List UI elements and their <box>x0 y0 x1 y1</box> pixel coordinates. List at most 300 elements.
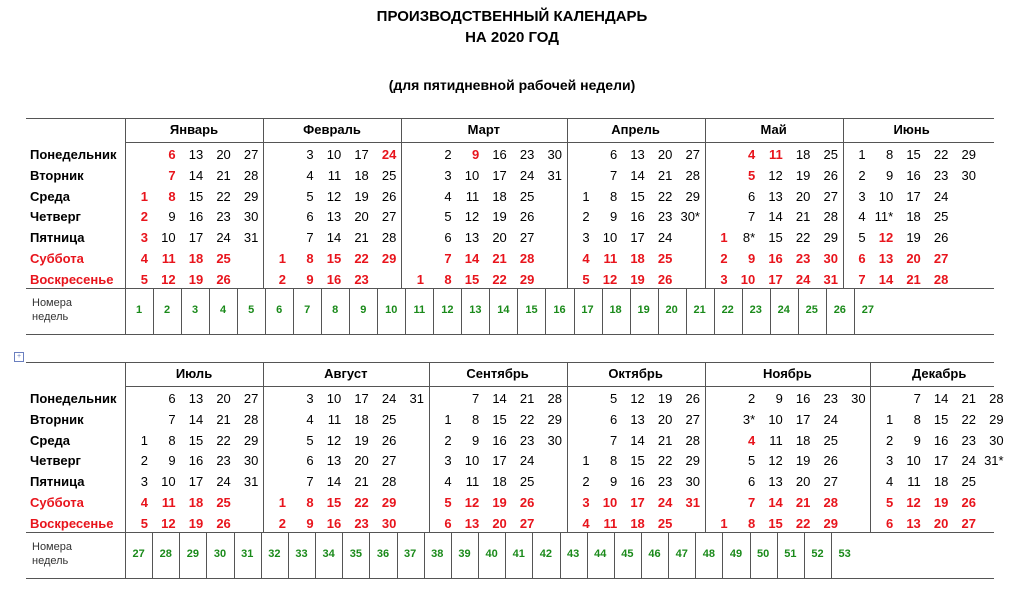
day-cell: 23 <box>519 432 535 448</box>
week-numbers-label: недель <box>32 555 69 567</box>
day-cell: 18 <box>906 209 921 225</box>
day-cell: 7 <box>168 411 176 427</box>
day-cell: 6 <box>168 391 176 406</box>
day-cell: 28 <box>519 251 535 266</box>
week-number: 31 <box>241 548 254 560</box>
month-divider <box>401 118 402 288</box>
day-cell: 23 <box>354 515 369 531</box>
day-cell: 29 <box>381 251 397 266</box>
top-border <box>26 118 994 119</box>
day-cell: 7 <box>747 495 756 510</box>
day-cell: 21 <box>795 209 811 225</box>
weekday-label: Среда <box>30 188 71 204</box>
day-cell: 14 <box>188 411 204 427</box>
day-cell: 17 <box>188 474 204 490</box>
day-cell: 28 <box>547 391 562 406</box>
day-cell: 2 <box>747 391 756 406</box>
day-cell: 5 <box>140 271 148 287</box>
day-cell: 13 <box>878 251 894 266</box>
day-cell: 21 <box>354 474 369 490</box>
day-cell: 24 <box>795 271 811 287</box>
day-cell: 31 <box>547 167 562 183</box>
day-cell: 7 <box>471 391 480 406</box>
day-cell: 27 <box>381 453 397 469</box>
week-number: 51 <box>784 548 797 560</box>
week-number: 47 <box>675 548 688 560</box>
day-cell: 12 <box>768 167 783 183</box>
day-cell: 11 <box>603 515 618 531</box>
week-number: 3 <box>192 304 199 316</box>
day-cell: 10 <box>768 411 783 427</box>
day-cell: 20 <box>216 391 231 406</box>
day-cell: 18 <box>492 188 507 204</box>
day-cell: 7 <box>858 271 866 287</box>
calendar-first-half <box>26 118 994 338</box>
day-cell: 21 <box>961 391 976 406</box>
month-name: Октябрь <box>608 366 663 381</box>
day-cell: 1 <box>444 411 452 427</box>
day-cell: 4 <box>885 474 894 490</box>
day-cell: 2 <box>858 167 866 183</box>
day-cell: 29 <box>547 411 562 427</box>
day-cell: 11 <box>465 188 480 204</box>
day-cell: 22 <box>216 188 231 204</box>
title-line-2: НА 2020 ГОД <box>465 29 559 46</box>
week-number: 43 <box>566 548 580 560</box>
day-cell: 22 <box>961 411 976 427</box>
day-cell: 23 <box>823 391 838 406</box>
day-cell: 8 <box>168 188 176 204</box>
week-number: 44 <box>594 548 607 560</box>
day-cell: 15 <box>326 495 342 510</box>
day-cell: 3 <box>858 188 866 204</box>
day-cell: 13 <box>630 411 645 427</box>
day-cell: 31 <box>409 391 424 406</box>
day-cell: 6 <box>858 251 866 266</box>
weekday-label: Среда <box>30 432 71 448</box>
day-cell: 29 <box>243 188 259 204</box>
day-cell: 4 <box>747 432 756 448</box>
day-cell: 15 <box>326 251 342 266</box>
day-cell: 21 <box>354 230 369 246</box>
week-number: 46 <box>648 548 661 560</box>
week-number: 28 <box>159 548 172 560</box>
day-cell: 1 <box>278 251 286 266</box>
week-number: 29 <box>186 548 200 560</box>
day-cell: 1 <box>858 147 866 162</box>
day-cell: 26 <box>216 515 231 531</box>
day-cell: 1 <box>416 271 424 287</box>
week-number: 6 <box>276 304 283 316</box>
day-cell: 18 <box>630 515 645 531</box>
day-cell: 17 <box>795 411 811 427</box>
week-number: 16 <box>553 304 566 316</box>
day-cell: 23 <box>216 209 231 225</box>
day-cell: 2 <box>444 147 452 162</box>
day-cell: 4 <box>582 251 590 266</box>
day-cell: 27 <box>243 391 259 406</box>
week-number: 42 <box>539 548 553 560</box>
day-cell: 27 <box>381 209 397 225</box>
day-cell: 25 <box>823 432 838 448</box>
day-cell: 20 <box>795 474 811 490</box>
day-cell: 25 <box>381 167 397 183</box>
day-cell: 17 <box>906 188 921 204</box>
day-cell: 21 <box>216 167 231 183</box>
day-cell: 12 <box>768 453 783 469</box>
day-cell: 4 <box>140 251 148 266</box>
day-cell: 14 <box>630 432 645 448</box>
day-cell: 22 <box>354 251 369 266</box>
day-cell: 22 <box>657 453 673 469</box>
day-cell: 18 <box>630 251 645 266</box>
weekday-label: Четверг <box>30 453 81 469</box>
day-cell: 25 <box>216 251 231 266</box>
week-number: 7 <box>304 304 311 316</box>
day-cell: 1 <box>582 188 590 204</box>
weekday-label: Пятница <box>30 230 85 246</box>
day-cell: 10 <box>602 495 618 510</box>
day-cell: 25 <box>657 251 673 266</box>
day-cell: 12 <box>630 391 645 406</box>
day-cell: 10 <box>161 474 176 490</box>
table-anchor-icon: + <box>14 352 24 362</box>
month-name: Март <box>467 122 500 137</box>
day-cell: 17 <box>768 271 783 287</box>
day-cell: 13 <box>768 188 783 204</box>
day-cell: 24 <box>657 495 673 510</box>
day-cell: 7 <box>444 251 452 266</box>
day-cell: 4 <box>140 495 148 510</box>
day-cell: 8 <box>885 147 894 162</box>
day-cell: 9 <box>306 271 314 287</box>
day-cell: 22 <box>795 515 811 531</box>
day-cell: 2 <box>885 432 894 448</box>
week-number: 35 <box>349 548 362 560</box>
day-cell: 8 <box>306 251 314 266</box>
week-number: 26 <box>833 304 846 316</box>
week-number: 40 <box>485 548 498 560</box>
title-line-1: ПРОИЗВОДСТВЕННЫЙ КАЛЕНДАРЬ <box>376 8 648 25</box>
day-cell: 1 <box>885 411 894 427</box>
day-cell: 27 <box>685 147 700 162</box>
day-cell: 28 <box>243 167 259 183</box>
week-number: 18 <box>609 304 622 316</box>
day-cell: 17 <box>354 147 369 162</box>
day-cell: 27 <box>961 515 976 531</box>
day-cell: 27 <box>519 230 535 246</box>
week-number: 24 <box>777 304 790 316</box>
day-cell: 24 <box>933 188 949 204</box>
day-cell: 18 <box>795 147 811 162</box>
day-cell: 26 <box>823 453 838 469</box>
day-cell: 25 <box>381 411 397 427</box>
day-cell: 1 <box>720 515 728 531</box>
day-cell: 21 <box>657 432 673 448</box>
day-cell: 24 <box>216 230 231 246</box>
day-cell: 19 <box>630 271 645 287</box>
day-cell: 22 <box>657 188 673 204</box>
day-cell: 12 <box>464 495 480 510</box>
week-number: 34 <box>322 548 335 560</box>
day-cell: 10 <box>464 167 480 183</box>
day-cell: 17 <box>492 167 507 183</box>
day-cell: 8 <box>471 411 480 427</box>
week-number: 38 <box>431 548 444 560</box>
day-cell: 30 <box>851 391 866 406</box>
day-cell: 7 <box>913 391 921 406</box>
day-cell: 4 <box>582 515 590 531</box>
day-cell: 11 <box>161 495 176 510</box>
day-cell: 9 <box>609 474 618 490</box>
day-cell: 22 <box>795 230 811 246</box>
week-number: 23 <box>749 304 762 316</box>
day-cell: 9 <box>747 251 756 266</box>
day-cell: 13 <box>906 515 921 531</box>
week-numbers-label: Номера <box>32 297 72 309</box>
week-number: 27 <box>132 548 145 560</box>
day-cell: 29 <box>823 515 838 531</box>
week-number: 36 <box>376 548 390 560</box>
week-number: 14 <box>497 304 510 316</box>
week-numbers-label: недель <box>32 311 69 323</box>
week-number: 19 <box>637 304 650 316</box>
day-cell: 28 <box>685 432 700 448</box>
day-cell: 24 <box>823 411 838 427</box>
day-cell: 25 <box>216 495 231 510</box>
day-cell: 19 <box>188 515 204 531</box>
day-cell: 29 <box>961 147 976 162</box>
month-name: Ноябрь <box>763 366 812 381</box>
day-cell: 27 <box>933 251 949 266</box>
day-cell: 26 <box>657 271 673 287</box>
day-cell: 9 <box>168 209 176 225</box>
day-cell: 10 <box>161 230 176 246</box>
day-cell: 7 <box>609 167 618 183</box>
day-cell: 3 <box>720 271 728 287</box>
week-number: 11 <box>413 304 426 316</box>
day-cell: 22 <box>933 147 949 162</box>
day-cell: 30 <box>381 515 397 531</box>
day-cell: 28 <box>685 167 700 183</box>
day-cell: 19 <box>795 453 811 469</box>
header-border <box>125 142 994 143</box>
day-cell: 6 <box>444 515 452 531</box>
day-cell: 7 <box>306 230 314 246</box>
week-number: 4 <box>220 304 227 316</box>
day-cell: 9 <box>609 209 618 225</box>
day-cell: 30 <box>961 167 976 183</box>
day-cell: 14 <box>326 474 342 490</box>
day-cell: 3 <box>582 495 590 510</box>
day-cell: 24 <box>381 147 397 162</box>
day-cell: 9 <box>913 432 921 448</box>
day-cell: 12 <box>326 188 342 204</box>
day-cell: 21 <box>216 411 231 427</box>
day-cell: 5 <box>747 453 756 469</box>
day-cell: 5 <box>306 432 314 448</box>
week-number: 39 <box>458 548 471 560</box>
day-cell: 13 <box>630 147 645 162</box>
day-cell: 18 <box>188 495 204 510</box>
day-cell: 12 <box>326 432 342 448</box>
day-cell: 3 <box>444 453 452 469</box>
week-number: 37 <box>404 548 417 560</box>
day-cell: 12 <box>878 230 894 246</box>
day-cell: 20 <box>657 147 673 162</box>
day-cell: 29 <box>823 230 838 246</box>
day-cell: 2 <box>582 209 590 225</box>
day-cell: 27 <box>519 515 535 531</box>
day-cell: 28 <box>243 411 259 427</box>
day-cell: 14 <box>464 251 480 266</box>
day-cell: 8* <box>742 230 756 246</box>
day-cell: 14 <box>630 167 645 183</box>
day-cell: 3 <box>306 391 314 406</box>
weekday-label: Пятница <box>30 474 85 490</box>
day-cell: 23 <box>795 251 811 266</box>
day-cell: 21 <box>795 495 811 510</box>
day-cell: 1 <box>582 453 590 469</box>
day-cell: 3 <box>140 230 148 246</box>
day-cell: 4 <box>444 188 452 204</box>
top-border <box>26 362 994 363</box>
day-cell: 20 <box>492 515 507 531</box>
day-cell: 26 <box>685 391 700 406</box>
day-cell: 3 <box>582 230 590 246</box>
day-cell: 11 <box>603 251 618 266</box>
day-cell: 9 <box>775 391 783 406</box>
day-cell: 26 <box>216 271 231 287</box>
day-cell: 26 <box>519 209 535 225</box>
day-cell: 30 <box>685 474 700 490</box>
day-cell: 24 <box>216 474 231 490</box>
day-cell: 6 <box>306 453 314 469</box>
month-name: Декабрь <box>912 366 967 381</box>
week-number: 21 <box>693 304 706 316</box>
day-cell: 15 <box>188 432 204 448</box>
day-cell: 9 <box>885 167 894 183</box>
day-cell: 20 <box>216 147 231 162</box>
day-cell: 19 <box>933 495 949 510</box>
day-cell: 26 <box>519 495 535 510</box>
day-cell: 10 <box>878 188 894 204</box>
day-cell: 22 <box>519 411 535 427</box>
day-cell: 26 <box>381 432 397 448</box>
week-number: 2 <box>163 304 171 316</box>
week-numbers-label: Номера <box>32 541 72 553</box>
day-cell: 1 <box>140 188 148 204</box>
day-cell: 9 <box>471 432 480 448</box>
day-cell: 3 <box>885 453 894 469</box>
day-cell: 13 <box>188 147 204 162</box>
day-cell: 23 <box>519 147 535 162</box>
day-cell: 19 <box>492 209 507 225</box>
day-cell: 28 <box>823 495 838 510</box>
day-cell: 11 <box>161 251 176 266</box>
day-cell: 14 <box>768 209 783 225</box>
day-cell: 26 <box>961 495 976 510</box>
day-cell: 16 <box>188 209 204 225</box>
day-cell: 28 <box>381 474 397 490</box>
day-cell: 14 <box>768 495 783 510</box>
day-cell: 24 <box>657 230 673 246</box>
day-cell: 7 <box>609 432 618 448</box>
weekday-label: Понедельник <box>30 391 117 406</box>
month-divider <box>705 362 706 532</box>
month-name: Июль <box>175 366 213 381</box>
week-number: 25 <box>805 304 818 316</box>
day-cell: 28 <box>823 209 838 225</box>
day-cell: 13 <box>464 515 480 531</box>
day-cell: 9 <box>471 147 480 162</box>
day-cell: 19 <box>188 271 204 287</box>
day-cell: 6 <box>609 411 618 427</box>
weekday-label: Суббота <box>30 251 84 266</box>
day-cell: 25 <box>823 147 838 162</box>
day-cell: 15 <box>630 188 645 204</box>
calendar-second-half <box>26 362 1004 582</box>
day-cell: 6 <box>885 515 894 531</box>
day-cell: 6 <box>306 209 314 225</box>
week-number: 30 <box>213 548 227 560</box>
month-name: Июнь <box>893 122 930 137</box>
week-number: 5 <box>248 304 255 316</box>
day-cell: 15 <box>188 188 204 204</box>
day-cell: 5 <box>140 515 148 531</box>
day-cell: 31 <box>243 474 259 490</box>
day-cell: 7 <box>306 474 314 490</box>
day-cell: 4 <box>306 167 314 183</box>
day-cell: 31 <box>243 230 259 246</box>
day-cell: 30 <box>243 209 259 225</box>
day-cell: 11 <box>907 474 921 490</box>
week-number: 9 <box>360 304 367 316</box>
day-cell: 24 <box>519 453 535 469</box>
day-cell: 5 <box>306 188 314 204</box>
day-cell: 18 <box>354 167 369 183</box>
day-cell: 15 <box>768 515 783 531</box>
day-cell: 16 <box>630 474 645 490</box>
day-cell: 24 <box>381 391 397 406</box>
day-cell: 26 <box>933 230 949 246</box>
week-number: 32 <box>268 548 281 560</box>
day-cell: 18 <box>492 474 507 490</box>
day-cell: 2 <box>278 271 286 287</box>
day-cell: 16 <box>906 167 921 183</box>
weekday-label: Воскресенье <box>30 271 114 287</box>
bottom-border <box>26 578 994 579</box>
day-cell: 29 <box>243 432 259 448</box>
day-cell: 15 <box>768 230 783 246</box>
day-cell: 27 <box>823 474 838 490</box>
week-number: 27 <box>861 304 874 316</box>
day-cell: 10 <box>740 271 756 287</box>
day-cell: 20 <box>657 411 673 427</box>
day-cell: 28 <box>381 230 397 246</box>
weekday-label: Суббота <box>30 495 84 510</box>
day-cell: 6 <box>168 147 176 162</box>
day-cell: 18 <box>354 411 369 427</box>
day-cell: 11 <box>327 411 342 427</box>
day-cell: 30* <box>680 209 700 225</box>
day-cell: 9 <box>306 515 314 531</box>
day-cell: 13 <box>326 209 342 225</box>
day-cell: 31* <box>984 453 1004 469</box>
weekday-label: Вторник <box>30 167 84 183</box>
day-cell: 10 <box>906 453 921 469</box>
day-cell: 7 <box>168 167 176 183</box>
